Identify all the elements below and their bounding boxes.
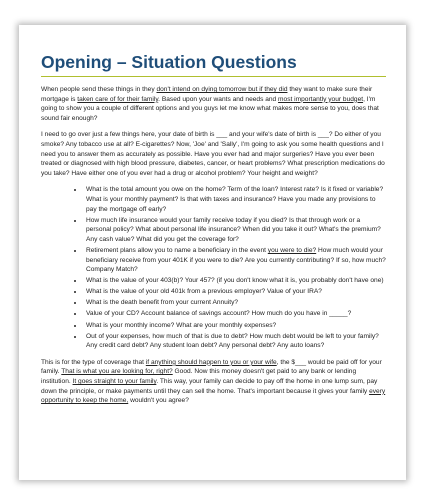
intro-underline-2: taken care of for their family: [77, 95, 159, 103]
closing-text-3: Good. Now this money doesn't get paid to any bank or lending institution.: [41, 368, 357, 386]
closing-text-2: , the $___ would be paid off for your family.: [41, 358, 382, 376]
intro-text-1: When people send these things in they: [41, 86, 157, 93]
closing-text-4: . This way, your family can decide to pay off the home in one lump sum, pay down the principle, or make payments until they can sell the home. That's important because it gives your family: [41, 378, 378, 395]
list-item-annuity: • What is the death benefit from your current Annuity?: [84, 298, 386, 308]
closing-underline-3: It goes straight to your family: [72, 378, 157, 386]
closing-underline-2: That is what you are looking for, right?: [61, 368, 173, 376]
list-item-mortgage: • What is the total amount you owe on the home? Term of the loan? Interest rate? Is it fixed or variable? What is your monthly payment? Is that with taxes and insurance? Have you made any provisions to pay the mortgage off early?: [84, 185, 386, 214]
retirement-text-2: How much would your beneficiary receive from your 401K if you were to die? Are you currently contributing? If so, how much? Company Match?: [86, 246, 386, 274]
list-item-income: • What is your monthly income? What are your monthly expenses?: [84, 321, 386, 331]
intro-text-2: they want to make sure their mortgage is: [41, 86, 373, 103]
situation-question-list: [41, 185, 386, 351]
list-item-403b: • What is the value of your 403(b)? Your 457? (if you don't know what it is, you probably don't have one): [84, 276, 386, 286]
title-divider: [41, 76, 386, 77]
document-page: [19, 25, 406, 480]
retirement-text-1: Retirement plans allow you to name a beneficiary in the event: [86, 246, 268, 254]
list-item-cd-savings: • Value of your CD? Account balance of savings account? How much do you have in _____?: [84, 309, 386, 319]
list-item-life-insurance: • How much life insurance would your family receive today if you died? Is that through work or a personal policy? What about personal life insurance? When did you take it out? What's the premium? Any cash value? What did you get the coverage for?: [84, 216, 386, 245]
intro-paragraph: [41, 85, 386, 123]
health-questions-paragraph: I need to go over just a few things here, your date of birth is ___ and your wife's date of birth is ___? Do either of you smoke? Any tobacco use at all? E-cigarettes? Now, 'Joe' and 'Sally', I'm going to ask you some health questions and I need you to answer them as accurately as possible. Have you ever had and major surgeries? Have you ever been treated or diagnosed with high blood pressure, diabetes, cancer, or heart problems? What prescription medications do you take? Have either one of you ever had a drug or alcohol problem? Your height and weight?: [41, 131, 385, 177]
intro-text-3: . Based upon your wants and needs and: [158, 95, 279, 103]
closing-text-1: This is for the type of coverage that: [41, 358, 146, 366]
closing-underline-4: every opportunity to keep the home,: [41, 387, 386, 405]
retirement-underline: you were to die?: [267, 246, 317, 254]
list-item-401k-ira: • What is the value of your old 401k from a previous employer? Value of your IRA?: [84, 287, 386, 297]
closing-text-5: wouldn't you agree?: [128, 397, 189, 405]
page-title: Opening – Situation Questions: [41, 52, 297, 72]
list-item-retirement: [84, 246, 386, 275]
closing-underline-1: if anything should happen to you or your wife: [145, 358, 277, 366]
intro-text-4: , I'm going to show you a couple of different options and you guys let me know what makes more sense to you, does that sound fair enough?: [41, 95, 379, 122]
closing-paragraph: [41, 358, 386, 406]
intro-underline-3: most importantly your budget: [278, 95, 364, 103]
list-item-debt: • Out of your expenses, how much of that is due to debt? How much debt would be left to your family? Any credit card debt? Any student loan debt? Any personal debt? Any auto loans?: [84, 332, 386, 351]
intro-underline-1: don't intend on dying tomorrow but if they did: [156, 86, 288, 93]
